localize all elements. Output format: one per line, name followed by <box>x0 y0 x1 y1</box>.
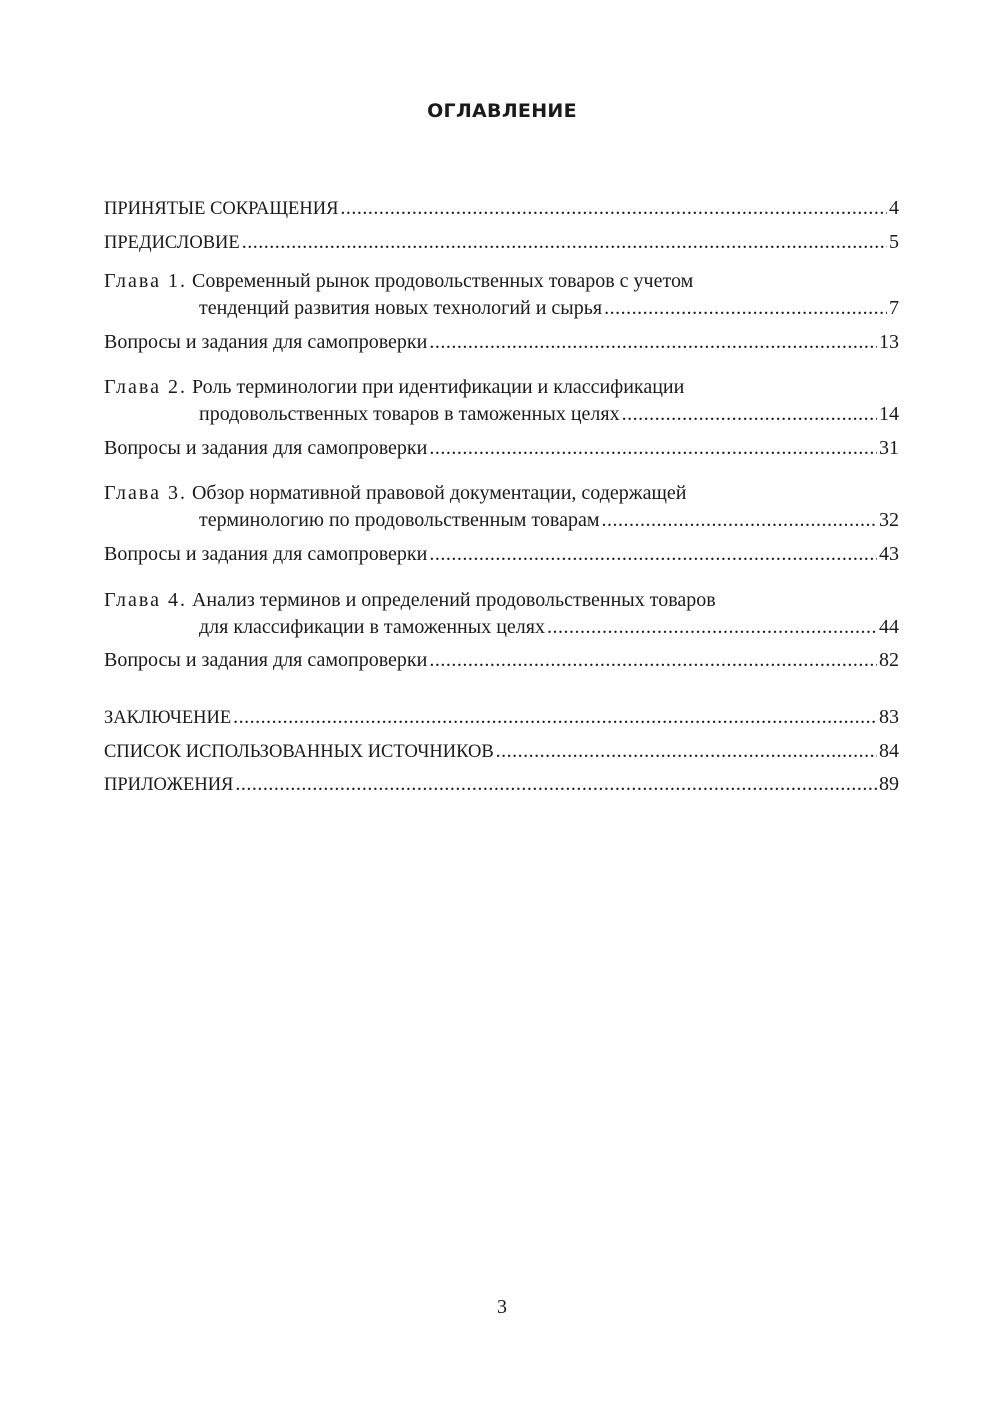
toc-entry-questions-4[interactable] <box>104 647 899 674</box>
toc-entry-chapter-3[interactable] <box>104 480 899 534</box>
toc-entry-label: ЗАКЛЮЧЕНИЕ <box>104 708 232 728</box>
dot-leader <box>601 507 877 534</box>
toc-entry-label: Вопросы и задания для самопроверки <box>104 331 428 353</box>
toc-page-number: 43 <box>879 543 899 565</box>
toc-entry-label: Вопросы и задания для самопроверки <box>104 437 428 459</box>
toc-entry-references[interactable] <box>104 738 899 765</box>
toc-page-number: 5 <box>889 231 899 253</box>
toc-entry-questions-1[interactable] <box>104 329 899 356</box>
toc-entry-chapter-4[interactable] <box>104 587 899 641</box>
chapter-prefix: Глава 2. <box>104 376 187 398</box>
dot-leader <box>429 435 877 462</box>
toc-entry-abbreviations[interactable] <box>104 195 899 222</box>
toc-entry-questions-3[interactable] <box>104 541 899 568</box>
toc-entry-chapter-2[interactable] <box>104 374 899 428</box>
toc-entry-label-cont: тенденций развития новых технологий и сырья <box>199 297 603 319</box>
table-of-contents <box>104 0 899 900</box>
toc-page-number: 31 <box>879 437 899 459</box>
toc-page-number: 4 <box>889 197 899 219</box>
chapter-prefix: Глава 4. <box>104 589 187 611</box>
dot-leader <box>340 195 887 222</box>
toc-entry-label: Обзор нормативной правовой документации, содержащей <box>191 482 687 504</box>
toc-entry-label: Современный рынок продовольственных товаров с учетом <box>191 270 694 292</box>
dot-leader <box>622 401 877 428</box>
dot-leader <box>604 295 887 322</box>
toc-page-number: 82 <box>879 649 899 671</box>
toc-page-number: 14 <box>879 403 899 425</box>
toc-entry-label: ПРИНЯТЫЕ СОКРАЩЕНИЯ <box>104 199 339 219</box>
toc-page-number: 83 <box>879 706 899 728</box>
toc-page-number: 32 <box>879 509 899 531</box>
toc-entry-label-cont: для классификации в таможенных целях <box>199 616 545 638</box>
dot-leader <box>429 647 877 674</box>
toc-entry-label: Вопросы и задания для самопроверки <box>104 649 428 671</box>
toc-entry-label-cont: продовольственных товаров в таможенных целях <box>199 403 620 425</box>
toc-entry-label: Вопросы и задания для самопроверки <box>104 543 428 565</box>
dot-leader <box>547 614 877 641</box>
toc-page-number: 44 <box>879 616 899 638</box>
toc-entry-label: СПИСОК ИСПОЛЬЗОВАННЫХ ИСТОЧНИКОВ <box>104 742 494 762</box>
dot-leader <box>233 704 877 731</box>
toc-page-number: 13 <box>879 331 899 353</box>
toc-entry-appendices[interactable] <box>104 771 899 798</box>
dot-leader <box>235 771 877 798</box>
page-number: 3 <box>497 1296 507 1318</box>
dot-leader <box>496 738 877 765</box>
toc-entry-label: Анализ терминов и определений продовольственных товаров <box>191 589 716 611</box>
dot-leader <box>429 329 877 356</box>
dot-leader <box>429 541 877 568</box>
toc-page-number: 89 <box>879 773 899 795</box>
chapter-prefix: Глава 3. <box>104 482 187 504</box>
toc-entry-preface[interactable] <box>104 229 899 256</box>
toc-page-number: 7 <box>889 297 899 319</box>
toc-page-number: 84 <box>879 740 899 762</box>
toc-entry-label: Роль терминологии при идентификации и классификации <box>191 376 685 398</box>
toc-entry-label-cont: терминологию по продовольственным товарам <box>199 509 600 531</box>
dot-leader <box>242 229 887 256</box>
toc-entry-label: ПРЕДИСЛОВИЕ <box>104 233 240 253</box>
toc-entry-questions-2[interactable] <box>104 435 899 462</box>
chapter-prefix: Глава 1. <box>104 270 187 292</box>
toc-entry-label: ПРИЛОЖЕНИЯ <box>104 775 234 795</box>
toc-entry-chapter-1[interactable] <box>104 268 899 322</box>
toc-entry-conclusion[interactable] <box>104 704 899 731</box>
page-title: ОГЛАВЛЕНИЕ <box>427 100 577 122</box>
